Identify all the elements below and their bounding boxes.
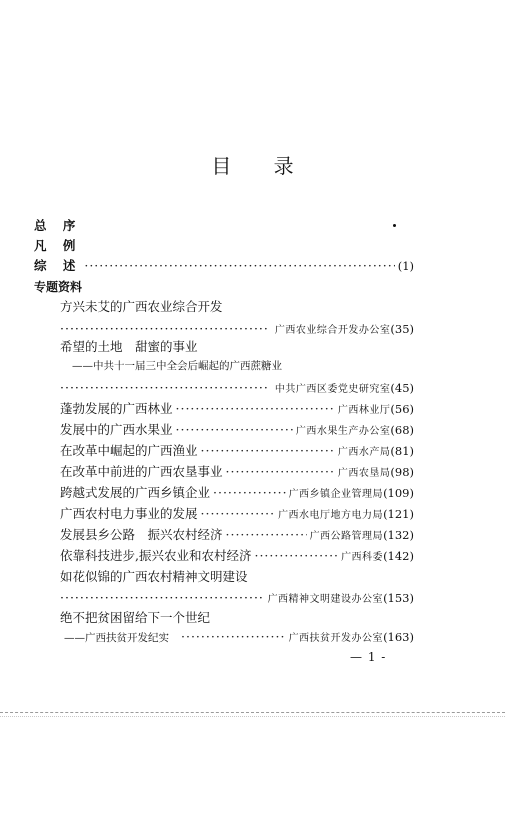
entry-source: 广西精神文明建设办公室 bbox=[267, 594, 384, 605]
entry-title: 方兴未艾的广西农业综合开发 bbox=[60, 299, 223, 314]
overview-label: 综 述 bbox=[34, 258, 82, 273]
entry-title: 希望的土地 甜蜜的事业 bbox=[60, 339, 198, 354]
toc-entry bbox=[60, 443, 414, 461]
leader-dots bbox=[84, 258, 394, 274]
entry-title: 蓬勃发展的广西林业 bbox=[60, 401, 173, 416]
entry-source: 广西水产局 bbox=[337, 447, 391, 458]
entry-page: (132) bbox=[383, 528, 414, 542]
leader-dots bbox=[226, 527, 307, 543]
toc-entry bbox=[60, 321, 414, 339]
entry-page: (153) bbox=[383, 591, 414, 605]
entry-page: (121) bbox=[383, 507, 414, 521]
page-title: 目 录 bbox=[211, 154, 312, 178]
toc-entry bbox=[64, 629, 414, 647]
page-number: — 1 - bbox=[350, 650, 387, 664]
entry-title: 跨越式发展的广西乡镇企业 bbox=[60, 485, 211, 500]
toc-entry bbox=[60, 380, 414, 398]
entry-title: 如花似锦的广西农村精神文明建设 bbox=[60, 569, 248, 584]
leader-dots bbox=[176, 422, 293, 438]
entry-title: 发展县乡公路 振兴农村经济 bbox=[60, 527, 223, 542]
entry-page: (56) bbox=[390, 402, 414, 416]
entry-page: (81) bbox=[390, 444, 414, 458]
toc-entry bbox=[60, 548, 414, 566]
overview-page: (1) bbox=[397, 259, 414, 273]
entry-source: 广西水电厅地方电力局 bbox=[278, 510, 384, 521]
entry-source: 广西农业综合开发办公室 bbox=[274, 325, 391, 336]
leader-dots bbox=[254, 548, 338, 564]
entry-page: (68) bbox=[390, 423, 414, 437]
entry-page: (109) bbox=[383, 486, 414, 500]
toc-entry bbox=[60, 464, 414, 482]
leader-dots bbox=[60, 590, 262, 606]
entry-title: 在改革中前进的广西农垦事业 bbox=[60, 464, 223, 479]
entry-page: (163) bbox=[383, 630, 414, 644]
front-item-guide: 凡 例 bbox=[34, 238, 82, 253]
toc-entry bbox=[60, 485, 414, 503]
ink-dot bbox=[393, 224, 396, 227]
leader-dots bbox=[176, 401, 335, 417]
front-item-preface: 总 序 bbox=[34, 218, 82, 233]
leader-dots bbox=[201, 443, 335, 459]
toc-entry bbox=[60, 590, 414, 608]
entry-title: 广西农村电力事业的发展 bbox=[60, 506, 198, 521]
entry-page: (45) bbox=[390, 381, 414, 395]
entry-title: 绝不把贫困留给下一个世纪 bbox=[60, 610, 211, 625]
toc-entry bbox=[60, 506, 414, 524]
entry-source: 广西农垦局 bbox=[337, 468, 391, 479]
leader-dots bbox=[213, 485, 286, 501]
leader-dots bbox=[60, 321, 269, 337]
entry-page: (142) bbox=[383, 549, 414, 563]
entry-source: 广西林业厅 bbox=[337, 405, 391, 416]
entry-subtitle: ——广西扶贫开发纪实 bbox=[64, 632, 169, 644]
leader-dots bbox=[60, 380, 269, 396]
section-heading: 专题资料 bbox=[34, 280, 83, 294]
front-item-overview bbox=[34, 258, 414, 274]
entry-title: 在改革中崛起的广西渔业 bbox=[60, 443, 198, 458]
entry-subtitle: ——中共十一届三中全会后崛起的广西蔗糖业 bbox=[72, 360, 282, 372]
leader-dots bbox=[226, 464, 335, 480]
entry-source: 广西水果生产办公室 bbox=[295, 426, 391, 437]
entry-title: 依靠科技进步,振兴农业和农村经济 bbox=[60, 548, 252, 563]
entry-source: 中共广西区委党史研究室 bbox=[274, 384, 391, 395]
entry-source: 广西科委 bbox=[341, 552, 384, 563]
entry-title: 发展中的广西水果业 bbox=[60, 422, 173, 437]
entry-source: 广西扶贫开发办公室 bbox=[288, 633, 384, 644]
toc-entry bbox=[60, 401, 414, 419]
toc-entry bbox=[60, 422, 414, 440]
scan-edge-line bbox=[0, 716, 505, 717]
leader-dots bbox=[181, 629, 286, 645]
entry-page: (35) bbox=[390, 322, 414, 336]
entry-page: (98) bbox=[390, 465, 414, 479]
leader-dots bbox=[201, 506, 276, 522]
scan-edge-line bbox=[0, 712, 505, 713]
toc-entry bbox=[60, 527, 414, 545]
entry-source: 广西公路管理局 bbox=[309, 531, 384, 542]
entry-source: 广西乡镇企业管理局 bbox=[288, 489, 384, 500]
